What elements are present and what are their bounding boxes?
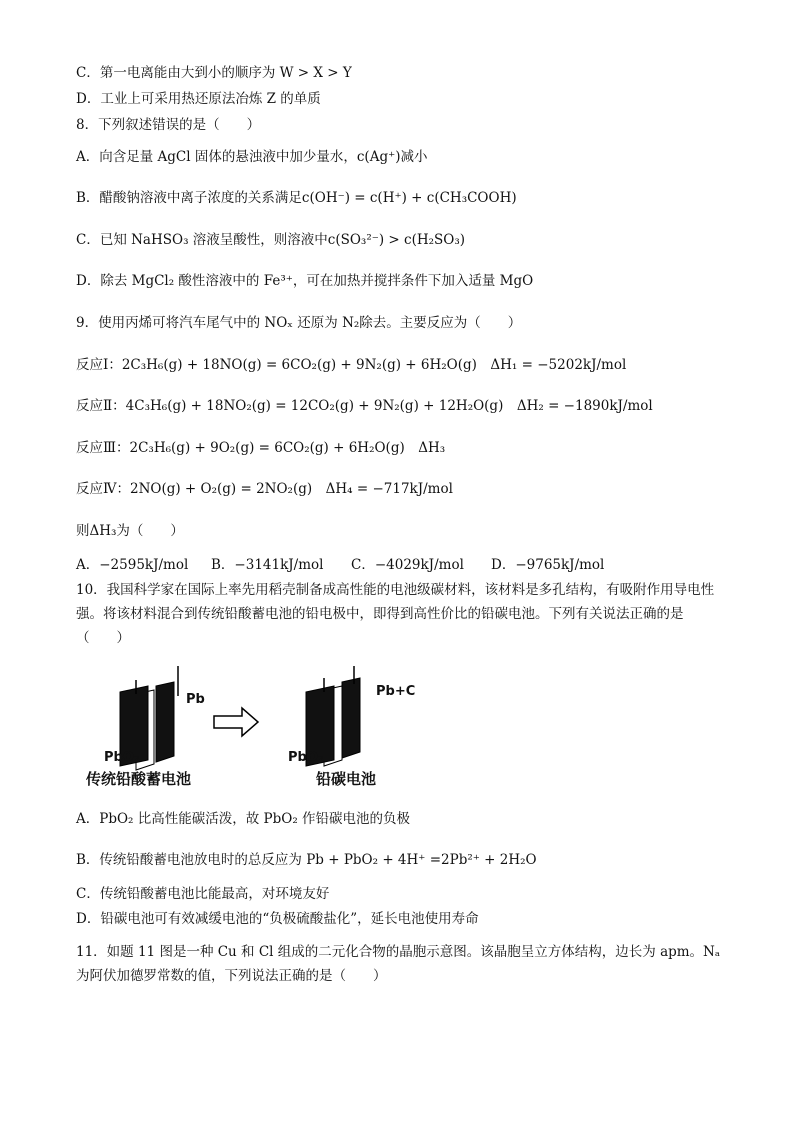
option-8a: A．向含足量 AgCl 固体的悬浊液中加少量水，c(Ag⁺)减小 (76, 149, 428, 165)
reaction-3: 反应Ⅲ：2C₃H₆(g) + 9O₂(g) = 6CO₂(g) + 6H₂O(g) ΔH₃ (76, 440, 446, 456)
option-9b: B．−3141kJ/mol (211, 557, 324, 573)
option-8b: B．醋酸钠溶液中离子浓度的关系满足c(OH⁻) = c(H⁺) + c(CH₃COOH) (76, 190, 517, 206)
question-10: 10．我国科学家在国际上率先用稻壳制备成高性能的电池级碳材料，该材料是多孔结构，有吸附作用导电性强。将该材料混合到传统铅酸蓄电池的铅电极中，即得到高性价比的铅碳电池。下列有关说法正确的是（ ） (76, 582, 715, 646)
reaction-1: 反应Ⅰ：2C₃H₆(g) + 18NO(g) = 6CO₂(g) + 9N₂(g) + 6H₂O(g) ΔH₁ = −5202kJ/mol (76, 357, 627, 373)
option-10b: B．传统铅酸蓄电池放电时的总反应为 Pb + PbO₂ + 4H⁺ =2Pb²⁺ + 2H₂O (76, 852, 537, 868)
caption-lead-acid: 传统铅酸蓄电池 (86, 770, 192, 788)
label-pb: Pb (186, 692, 205, 707)
option-7c: C．第一电离能由大到小的顺序为 W > X > Y (76, 65, 352, 81)
label-pb-c: Pb+C (376, 684, 416, 699)
option-8c: C．已知 NaHSO₃ 溶液呈酸性，则溶液中c(SO₃²⁻) > c(H₂SO₃) (76, 232, 466, 248)
caption-lead-carbon: 铅碳电池 (316, 770, 377, 788)
question-8: 8．下列叙述错误的是（ ） (76, 117, 261, 133)
option-9c: C．−4029kJ/mol (351, 557, 464, 573)
option-9d: D．−9765kJ/mol (491, 557, 605, 573)
label-pbo2-right: PbO₂ (288, 750, 324, 765)
label-pbo2-left: PbO₂ (104, 750, 140, 765)
question-11: 11．如题 11 图是一种 Cu 和 Cl 组成的二元化合物的晶胞示意图。该晶胞呈立方体结构，边长为 apm。Nₐ 为阿伏加德罗常数的值，下列说法正确的是（ ） (76, 944, 721, 984)
option-10d: D．铅碳电池可有效减缓电池的“负极硫酸盐化”，延长电池使用寿命 (76, 911, 479, 927)
option-8d: D．除去 MgCl₂ 酸性溶液中的 Fe³⁺，可在加热并搅拌条件下加入适量 MgO (76, 273, 534, 289)
option-7d: D．工业上可采用热还原法冶炼 Z 的单质 (76, 91, 321, 107)
arrow-icon (214, 708, 258, 736)
option-9a: A．−2595kJ/mol (76, 557, 189, 573)
battery-diagram (86, 664, 432, 794)
reaction-4: 反应Ⅳ：2NO(g) + O₂(g) = 2NO₂(g) ΔH₄ = −717kJ/mol (76, 481, 453, 497)
question-9-options (76, 556, 604, 574)
option-10c: C．传统铅酸蓄电池比能最高，对环境友好 (76, 886, 330, 902)
question-9-ask: 则ΔH₃为（ ） (76, 523, 184, 539)
option-10a: A．PbO₂ 比高性能碳活泼，故 PbO₂ 作铅碳电池的负极 (76, 811, 411, 827)
reaction-2: 反应Ⅱ：4C₃H₆(g) + 18NO₂(g) = 12CO₂(g) + 9N₂(g) + 12H₂O(g) ΔH₂ = −1890kJ/mol (76, 398, 653, 414)
question-9: 9．使用丙烯可将汽车尾气中的 NOₓ 还原为 N₂除去。主要反应为（ ） (76, 315, 522, 331)
